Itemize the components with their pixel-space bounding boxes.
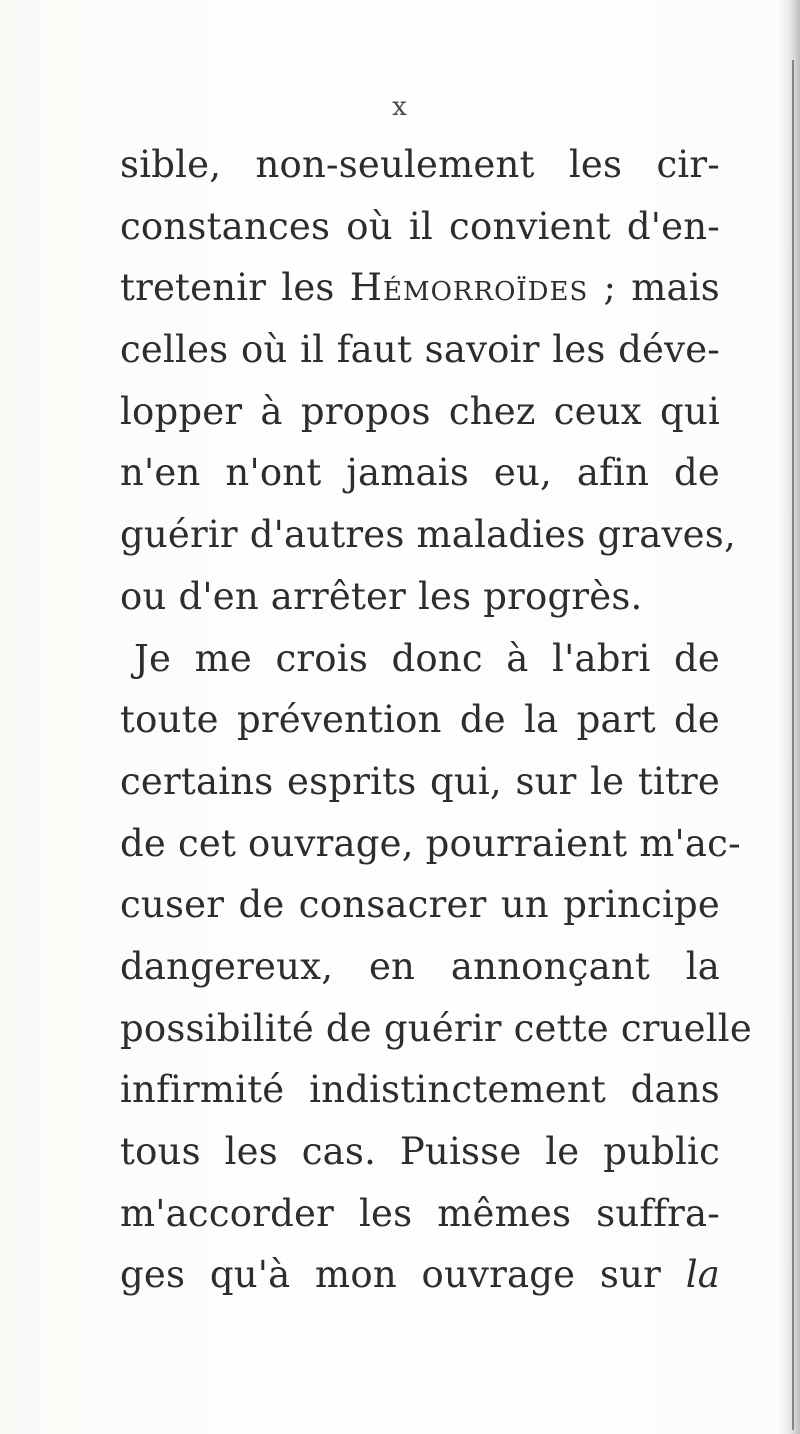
text-line xyxy=(120,257,720,319)
body-text xyxy=(120,134,752,1306)
page-edge-shadow xyxy=(778,0,800,1434)
text-line: cuser de consacrer un principe xyxy=(120,883,720,927)
text-span: ; mais xyxy=(588,266,720,310)
text-line: m'accorder les mêmes suffra- xyxy=(120,1191,720,1235)
text-line: ou d'en arrêter les progrès. xyxy=(120,574,643,618)
small-caps-term: Hémorroïdes xyxy=(349,266,589,310)
text-line: sible, non-seulement les cir- xyxy=(120,143,720,186)
text-line: celles où il faut savoir les déve- xyxy=(120,328,720,372)
text-span: tretenir les xyxy=(120,266,350,310)
paragraph-start-line: Je me crois donc à l'abri de xyxy=(134,636,720,680)
text-line: lopper à propos chez ceux qui xyxy=(120,389,720,433)
text-span: ges qu'à mon ouvrage sur xyxy=(120,1253,686,1297)
page-edge-line xyxy=(792,60,794,1430)
text-line: certains esprits qui, sur le titre xyxy=(120,759,720,803)
text-line: possibilité de guérir cette cruelle xyxy=(120,1006,752,1050)
text-line: tous les cas. Puisse le public xyxy=(120,1130,720,1173)
text-line: toute prévention de la part de xyxy=(120,698,720,742)
page-number: x xyxy=(392,92,408,122)
text-line: infirmité indistinctement dans xyxy=(120,1068,720,1112)
text-line: guérir d'autres maladies graves, xyxy=(120,513,736,557)
text-line: n'en n'ont jamais eu, afin de xyxy=(120,451,720,495)
italic-word: la xyxy=(685,1253,720,1297)
text-line xyxy=(120,1244,720,1306)
text-line: de cet ouvrage, pourraient m'ac- xyxy=(120,821,741,865)
text-line: dangereux, en annonçant la xyxy=(120,944,720,988)
text-line: constances où il convient d'en- xyxy=(120,204,720,248)
